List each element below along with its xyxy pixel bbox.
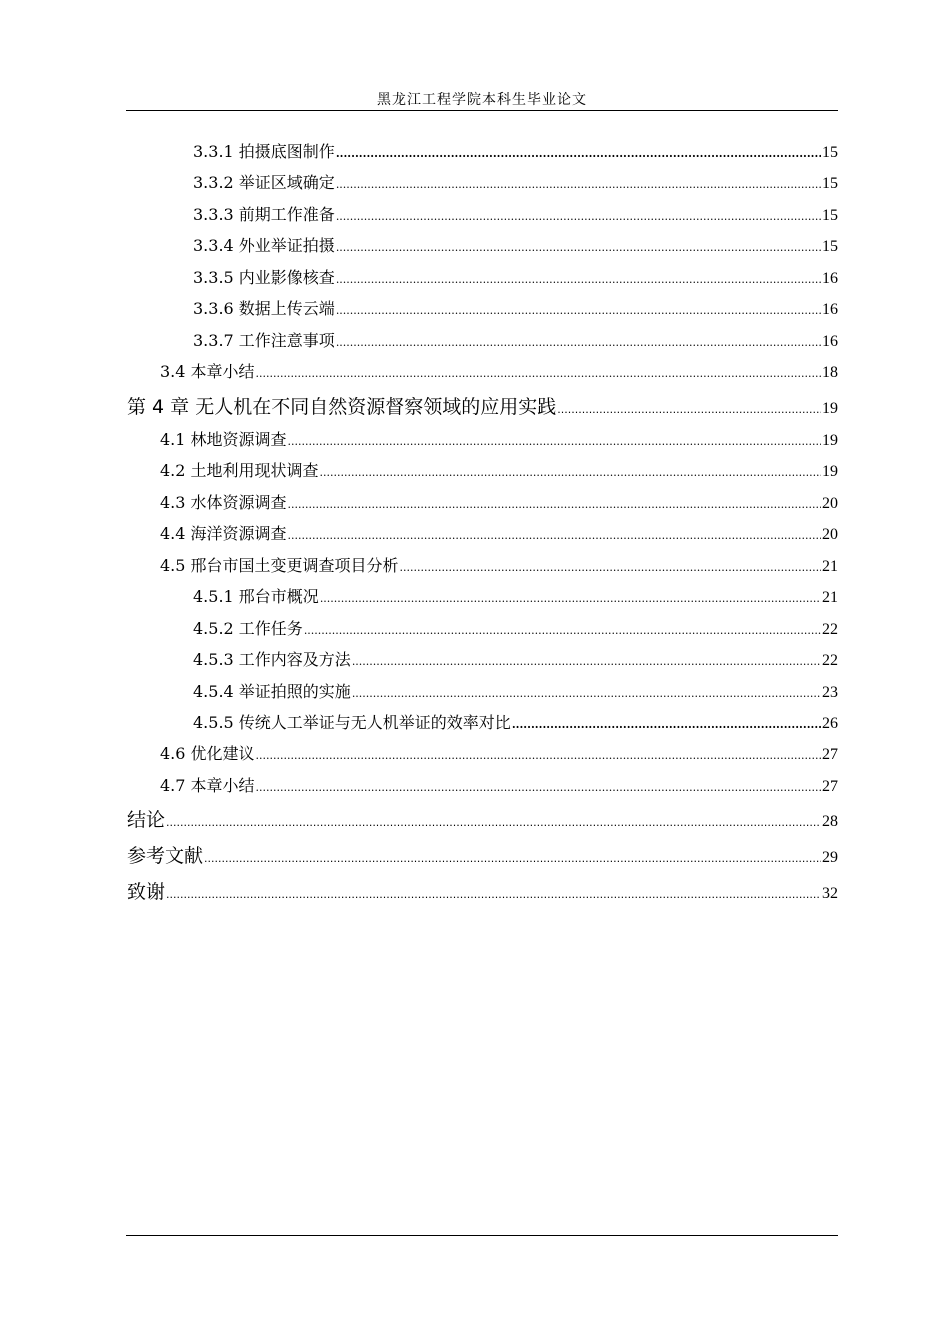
toc-entry-4-6[interactable] [160, 741, 838, 764]
dot-leader [166, 888, 821, 901]
toc-entry-title: 致谢 [127, 881, 166, 903]
toc-entry-page: 19 [822, 400, 838, 417]
toc-entry-4-5-2[interactable] [193, 616, 838, 639]
toc-entry-3-3-3[interactable] [193, 202, 838, 225]
toc-entry-title: 参考文献 [127, 845, 204, 867]
toc-entry-title: 4.5.5 传统人工举证与无人机举证的效率对比 [193, 713, 511, 732]
toc-entry-conclusion[interactable] [127, 805, 838, 832]
dot-leader [256, 749, 821, 762]
toc-entry-page: 28 [822, 813, 838, 830]
page-header: 黑龙江工程学院本科生毕业论文 [377, 92, 587, 108]
toc-entry-page: 21 [822, 558, 838, 575]
toc-entry-title: 4.5.1 邢台市概况 [193, 587, 319, 606]
toc-entry-page: 32 [822, 885, 838, 902]
dot-leader [336, 273, 821, 286]
toc-entry-title: 3.3.3 前期工作准备 [193, 205, 335, 224]
toc-entry-title: 4.5 邢台市国土变更调查项目分析 [160, 556, 399, 575]
dot-leader [400, 561, 821, 574]
toc-entry-page: 20 [822, 495, 838, 512]
toc-entry-4-1[interactable] [160, 427, 838, 450]
toc-entry-title: 4.5.4 举证拍照的实施 [193, 682, 351, 701]
dot-leader [512, 718, 821, 731]
toc-entry-title: 结论 [127, 809, 166, 831]
toc-entry-title: 4.7 本章小结 [160, 776, 255, 795]
toc-entry-4-4[interactable] [160, 521, 838, 544]
toc-entry-title: 4.3 水体资源调查 [160, 493, 287, 512]
dot-leader [352, 687, 821, 700]
toc-entry-page: 26 [822, 715, 838, 732]
toc-entry-references[interactable] [127, 841, 838, 868]
toc-entry-title: 3.3.4 外业举证拍摄 [193, 236, 335, 255]
dot-leader [204, 852, 821, 865]
toc-entry-page: 19 [822, 432, 838, 449]
toc-entry-page: 16 [822, 333, 838, 350]
toc-entry-3-3-2[interactable] [193, 170, 838, 193]
toc-entry-page: 23 [822, 684, 838, 701]
toc-entry-title: 3.4 本章小结 [160, 362, 255, 381]
toc-entry-page: 27 [822, 778, 838, 795]
toc-entry-title: 3.3.6 数据上传云端 [193, 299, 335, 318]
toc-entry-page: 27 [822, 746, 838, 763]
toc-entry-page: 18 [822, 364, 838, 381]
toc-entry-3-3-7[interactable] [193, 328, 838, 351]
toc-entry-4-2[interactable] [160, 458, 838, 481]
toc-entry-page: 22 [822, 621, 838, 638]
toc-entry-page: 15 [822, 144, 838, 161]
toc-entry-4-7[interactable] [160, 773, 838, 796]
toc-entry-title: 3.3.1 拍摄底图制作 [193, 142, 335, 161]
toc-entry-3-3-6[interactable] [193, 296, 838, 319]
toc-entry-page: 21 [822, 589, 838, 606]
toc-entry-acknowledgements[interactable] [127, 877, 838, 904]
dot-leader [320, 592, 821, 605]
toc-entry-page: 29 [822, 849, 838, 866]
toc-entry-4-3[interactable] [160, 490, 838, 513]
dot-leader [256, 367, 821, 380]
dot-leader [352, 655, 821, 668]
toc-entry-page: 19 [822, 463, 838, 480]
footer-rule [126, 1235, 838, 1236]
toc-entry-page: 16 [822, 270, 838, 287]
toc-entry-3-4[interactable] [160, 359, 838, 382]
toc-entry-page: 22 [822, 652, 838, 669]
toc-entry-4-5-4[interactable] [193, 679, 838, 702]
dot-leader [336, 147, 821, 160]
toc-entry-title: 3.3.2 举证区域确定 [193, 173, 335, 192]
toc-entry-title: 3.3.7 工作注意事项 [193, 331, 335, 350]
toc-entry-4-5[interactable] [160, 553, 838, 576]
toc-entry-chapter-4[interactable] [127, 392, 838, 419]
toc-entry-page: 20 [822, 526, 838, 543]
toc-entry-title: 4.5.3 工作内容及方法 [193, 650, 351, 669]
dot-leader [336, 210, 821, 223]
dot-leader [336, 304, 821, 317]
dot-leader [320, 466, 821, 479]
toc-entry-4-5-1[interactable] [193, 584, 838, 607]
toc-entry-4-5-3[interactable] [193, 647, 838, 670]
toc-entry-3-3-4[interactable] [193, 233, 838, 256]
dot-leader [288, 498, 821, 511]
dot-leader [336, 241, 821, 254]
toc-entry-4-5-5[interactable] [193, 710, 838, 733]
toc-entry-page: 15 [822, 238, 838, 255]
dot-leader [288, 435, 821, 448]
toc-entry-title: 3.3.5 内业影像核查 [193, 268, 335, 287]
dot-leader [557, 403, 821, 416]
toc-entry-page: 16 [822, 301, 838, 318]
dot-leader [166, 816, 821, 829]
dot-leader [336, 178, 821, 191]
toc-entry-title: 4.6 优化建议 [160, 744, 255, 763]
toc-entry-page: 15 [822, 207, 838, 224]
toc-entry-title: 第 4 章 无人机在不同自然资源督察领域的应用实践 [127, 396, 557, 418]
dot-leader [288, 529, 821, 542]
dot-leader [304, 624, 821, 637]
toc-entry-3-3-1[interactable] [193, 139, 838, 162]
dot-leader [256, 781, 821, 794]
toc-entry-page: 15 [822, 175, 838, 192]
toc-entry-title: 4.1 林地资源调查 [160, 430, 287, 449]
dot-leader [336, 336, 821, 349]
toc-entry-title: 4.4 海洋资源调查 [160, 524, 287, 543]
toc-entry-3-3-5[interactable] [193, 265, 838, 288]
toc-entry-title: 4.2 土地利用现状调查 [160, 461, 319, 480]
toc-entry-title: 4.5.2 工作任务 [193, 619, 303, 638]
